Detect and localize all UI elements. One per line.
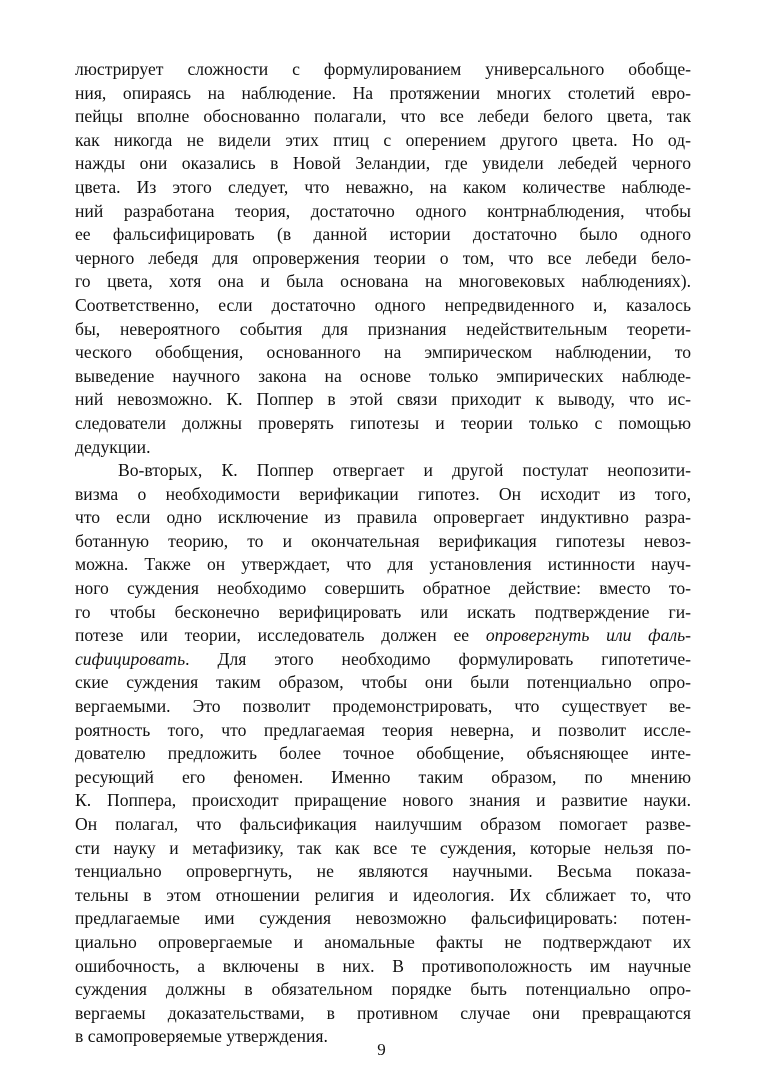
text-line: как никогда не видели этих птиц с оперением другого цвета. Но од- bbox=[75, 129, 691, 150]
text-line bbox=[75, 648, 691, 672]
text-line: в самопроверяемые утверждения. bbox=[75, 1026, 328, 1047]
text-run: . Для этого необходимо формулировать гипотетиче- bbox=[185, 648, 691, 669]
text-line: ния, опираясь на наблюдение. На протяжении многих столетий евро- bbox=[75, 82, 691, 103]
text-line: ские суждения таким образом, чтобы они были потенциально опро- bbox=[75, 672, 691, 693]
text-line: ческого обобщения, основанного на эмпирическом наблюдении, то bbox=[75, 342, 691, 363]
text-line: сти науку и метафизику, так как все те суждения, которые нельзя по- bbox=[75, 837, 691, 858]
text-line: пейцы вполне обоснованно полагали, что все лебеди белого цвета, так bbox=[75, 106, 691, 127]
text-line: люстрирует сложности с формулированием универсального обобще- bbox=[75, 59, 691, 79]
paragraph-1 bbox=[75, 58, 691, 459]
text-line: ний разработана теория, достаточно одного контрнаблюдения, чтобы bbox=[75, 200, 691, 221]
text-line: дователю предложить более точное обобщение, объясняющее инте- bbox=[75, 743, 691, 764]
text-line: визма о необходимости верификации гипотез. Он исходит из того, bbox=[75, 483, 691, 504]
text-line: го цвета, хотя она и была основана на многовековых наблюдениях). bbox=[75, 271, 691, 292]
text-line: роятность того, что предлагаемая теория неверна, и позволит иссле- bbox=[75, 719, 691, 740]
text-line: циально опровергаемые и аномальные факты не подтверждают их bbox=[75, 931, 691, 952]
text-line: вергаемыми. Это позволит продемонстрировать, что существует ве- bbox=[75, 696, 691, 717]
text-line: нажды они оказались в Новой Зеландии, где увидели лебедей черного bbox=[75, 153, 691, 174]
text-line: го чтобы бесконечно верифицировать или искать подтверждение ги- bbox=[75, 601, 691, 622]
text-line: выведение научного закона на основе только эмпирических наблюде- bbox=[75, 365, 691, 386]
text-line: суждения должны в обязательном порядке быть потенциально опро- bbox=[75, 979, 691, 1000]
text-line bbox=[75, 624, 691, 648]
text-line: ее фальсифицировать (в данной истории достаточно было одного bbox=[75, 224, 691, 245]
text-line: Соответственно, если достаточно одного непредвиденного и, казалось bbox=[75, 294, 691, 315]
text-line: ботанную теорию, то и окончательная верификация гипотезы невоз- bbox=[75, 530, 691, 551]
text-line: Он полагал, что фальсификация наилучшим образом помогает разве- bbox=[75, 814, 691, 834]
text-run: потезе или теории, исследователь должен ее bbox=[75, 625, 486, 646]
paragraph-2 bbox=[75, 459, 691, 1049]
text-line: предлагаемые ими суждения невозможно фальсифицировать: потен- bbox=[75, 908, 691, 929]
text-line: тельны в этом отношении религия и идеология. Их сближает то, что bbox=[75, 884, 691, 905]
text-line: тенциально опровергнуть, не являются научными. Весьма показа- bbox=[75, 861, 691, 882]
emphasis-text: опровергнуть или фаль- bbox=[485, 625, 691, 646]
text-line: бы, невероятного события для признания недействительным теорети- bbox=[75, 318, 691, 339]
emphasis-text: сифицировать bbox=[75, 648, 186, 669]
page-number: 9 bbox=[377, 1040, 386, 1059]
text-line: цвета. Из этого следует, что неважно, на каком количестве наблюде- bbox=[75, 176, 691, 197]
body-text bbox=[75, 58, 691, 1049]
text-line: черного лебедя для опровержения теории о том, что все лебеди бело- bbox=[75, 247, 691, 268]
text-line: дедукции. bbox=[75, 436, 151, 457]
text-line: что если одно исключение из правила опровергает индуктивно разра- bbox=[75, 507, 691, 528]
text-line: ресующий его феномен. Именно таким образом, по мнению bbox=[75, 766, 691, 787]
text-line: ного суждения необходимо совершить обратное действие: вместо то- bbox=[75, 578, 691, 599]
text-line: ошибочность, а включены в них. В противоположность им научные bbox=[75, 955, 691, 976]
text-line: К. Поппера, происходит приращение нового знания и развитие науки. bbox=[75, 790, 691, 811]
text-line: ний невозможно. К. Поппер в этой связи приходит к выводу, что ис- bbox=[75, 389, 691, 410]
text-line: следователи должны проверять гипотезы и теории только с помощью bbox=[75, 412, 691, 433]
text-line: Во-вторых, К. Поппер отвергает и другой постулат неопозити- bbox=[118, 460, 691, 481]
text-line: можна. Также он утверждает, что для установления истинности науч- bbox=[75, 554, 691, 575]
text-line: вергаемы доказательствами, в противном случае они превращаются bbox=[75, 1002, 691, 1023]
